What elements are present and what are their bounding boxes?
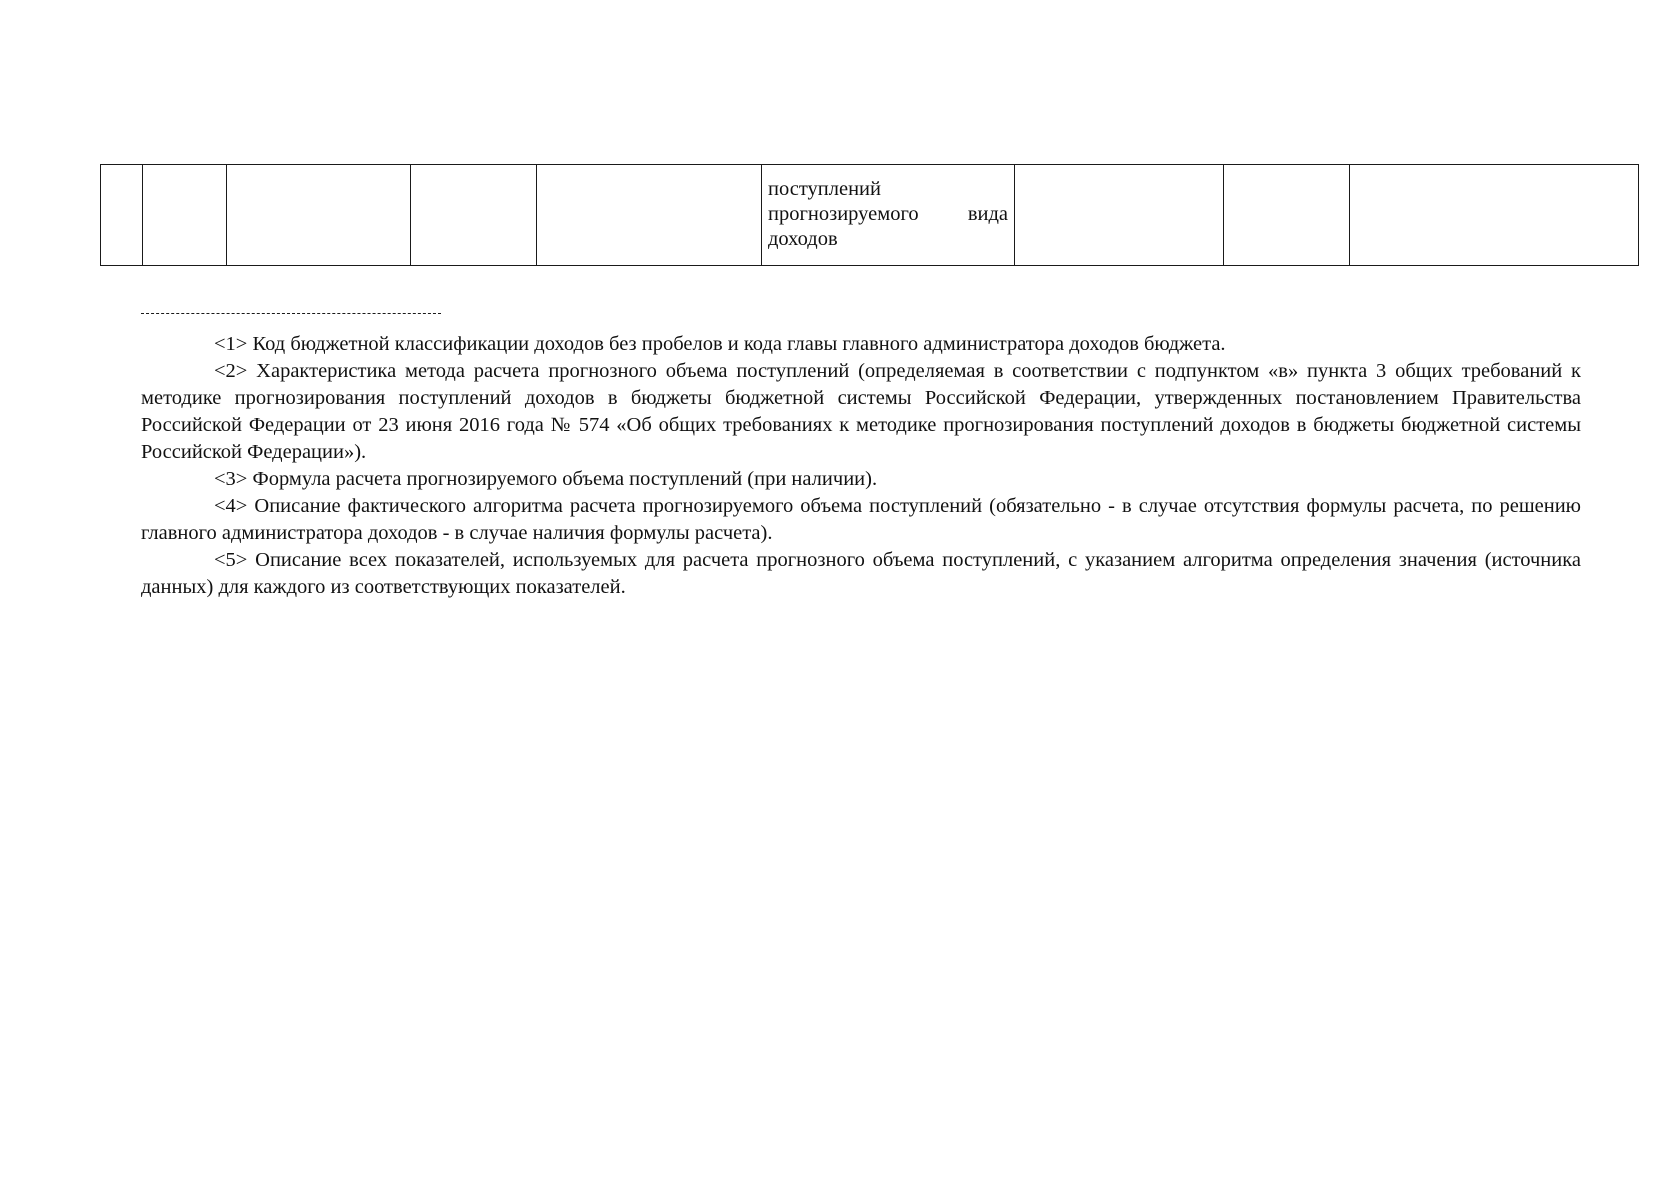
footnote-1: <1> Код бюджетной классификации доходов без пробелов и кода главы главного администратора доходов бюджета.: [214, 333, 1226, 355]
footnote-4: <4> Описание фактического алгоритма расчета прогнозируемого объема поступлений (обязательно - в случае отсутствия формулы расчета, по решению главного администратора доходов - в случае наличия формулы расчета).: [141, 495, 1581, 544]
table-cell-7: [1015, 165, 1224, 266]
footnote-3: <3> Формула расчета прогнозируемого объема поступлений (при наличии).: [214, 468, 878, 490]
table-cell-4: [411, 165, 537, 266]
table-cell-6: [762, 165, 1015, 266]
table-continuation: [100, 164, 1639, 266]
table-cell-3: [227, 165, 411, 266]
cell-text-line: доходов: [768, 228, 838, 250]
cell-word: вида: [967, 203, 1008, 225]
footnote-2: <2> Характеристика метода расчета прогнозного объема поступлений (определяемая в соответствии с подпунктом «в» пункта 3 общих требований к методике прогнозирования поступлений доходов в бюджеты бюджетной системы Российской Федерации, утвержденных постановлением Правительства Российской Федерации от 23 июня 2016 года № 574 «Об общих требованиях к методике прогнозирования поступлений доходов в бюджеты бюджетной системы Российской Федерации»).: [141, 360, 1581, 463]
footnote-5: <5> Описание всех показателей, используемых для расчета прогнозного объема поступлений, с указанием алгоритма определения значения (источника данных) для каждого из соответствующих показателей.: [141, 549, 1581, 598]
footnotes: [141, 331, 1581, 601]
table-cell-2: [143, 165, 227, 266]
cell-text-line-justified: [768, 202, 1008, 227]
footnote-separator: [141, 313, 441, 314]
table-cell-1: [101, 165, 143, 266]
table-row: [101, 165, 1639, 266]
table-cell-8: [1224, 165, 1350, 266]
cell-word: прогнозируемого: [768, 203, 919, 225]
cell-text-line: поступлений: [768, 178, 881, 200]
table-cell-5: [537, 165, 762, 266]
table-cell-9: [1350, 165, 1639, 266]
